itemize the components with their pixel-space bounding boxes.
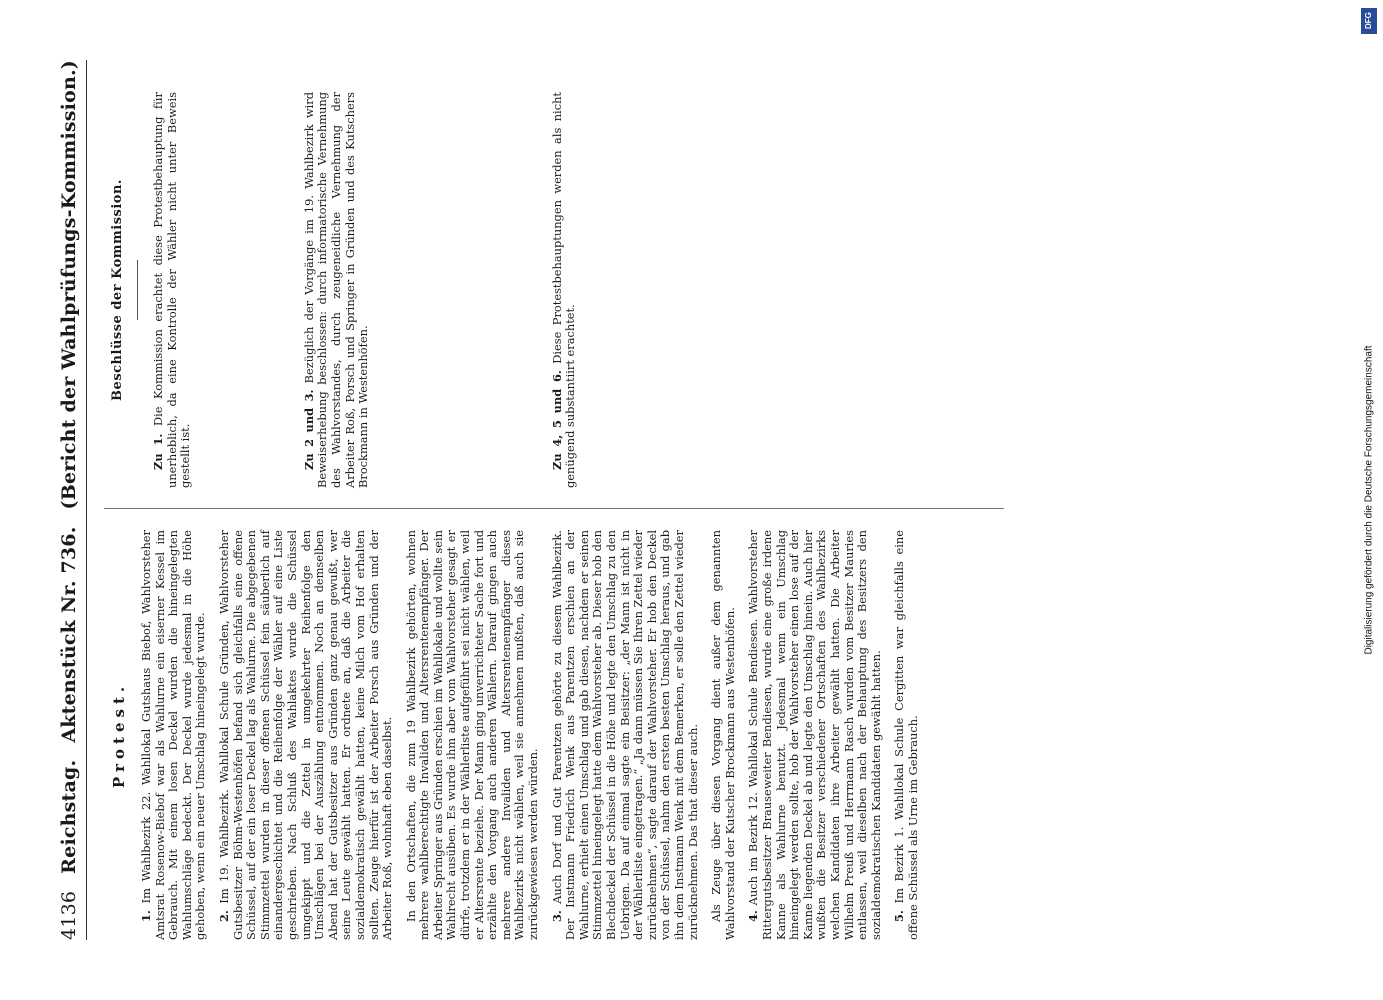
protest-paragraph <box>405 530 541 940</box>
page-number: 4136 <box>58 890 80 940</box>
paragraph-text: In den Ortschaften, die zum 19 Wahlbezirk gehörten, wohnen mehrere wahlberechtigte Invaliden und Altersrentenempfänger. Der Arbeiter Springer aus Gründen erschien im Wahllokale und wollte sein Wahlrecht ausüben. Es wurde ihm aber vom Wahlvorsteher gesagt er dürfe, trotzdem er in der Wählerliste aufgeführt sei nicht wählen, weil er Altersrente beziehe. Der Mann ging unverrichteter Sache fort und erzählte den Vorgang auch anderen Wählern. Darauf gingen auch mehrere andere Invaliden und Altersrentenempfänger dieses Wahlbezirks nicht wählen, weil sie annehmen mußten, daß auch sie zurückgewiesen werden würden. <box>403 530 541 940</box>
paragraph-number: 3. <box>549 910 564 922</box>
decision-text: Diese Protestbehauptungen werden als nicht genügend substantiirt erachtet. <box>549 92 578 488</box>
decisions-column <box>104 92 588 488</box>
header-title: Reichstag. <box>58 759 80 874</box>
column-divider <box>104 508 1004 509</box>
protest-paragraph <box>747 530 883 940</box>
paragraph-number: 2. <box>216 910 231 922</box>
decisions-heading: Beschlüsse der Kommission. <box>110 179 125 401</box>
paragraph-number: 4. <box>746 910 761 922</box>
protest-paragraph <box>551 530 701 940</box>
decision-lead: Zu 4, 5 und 6. <box>549 370 564 470</box>
credit-text: Digitalisierung gefördert durch die Deutsche Forschungsgemeinschaft <box>1363 345 1375 655</box>
digitization-credit <box>1359 8 1379 992</box>
decision-lead: Zu 1. <box>151 433 165 470</box>
protest-paragraphs <box>140 530 920 940</box>
decision-text: Bezüglich der Vorgänge im 19. Wahlbezirk wird Beweiserhebung beschlossen: durch informatorische Vernehmung des Wahlvorstandes, durch zeugeneidliche Vernehmung der Arbeiter Roß, Porsch und Springer in Gründen und des Kutschers Brockmann in Westenhöfen. <box>301 91 371 488</box>
paragraph-number: 1. <box>139 910 153 922</box>
decision-text: Die Kommission erachtet diese Protestbehauptung für unerheblich, da eine Kontrolle der Wähler nicht unter Beweis gestellt ist. <box>151 92 193 488</box>
paragraph-text: Auch Dorf und Gut Parentzen gehörte zu diesem Wahlbezirk. Der Instmann Friedrich Wenk aus Parentzen erschien an der Wahlurne, erhielt einen Umschlag und gab diesen, nachdem er seinen Stimmzettel hineingelegt hatte dem Wahlvorsteher ab. Dieser hob den Blechdeckel der Schüssel in die Höhe und legte den Umschlag zu den Uebrigen. Da auf einmal sagte ein Beisitzer: „der Mann ist nicht in der Wählerliste eingetragen.“ „Ja dann müssen Sie Ihren Zettel wieder zurücknehmen“, sagte darauf der Wahlvorsteher. Er hob den Deckel von der Schüssel, nahm den ersten besten Umschlag heraus, und gab ihn dem Instmann Wenk mit dem Bemerken, er solle den Zettel wieder zurücknehmen. Das that dieser auch. <box>549 529 700 940</box>
running-header <box>58 60 80 940</box>
spacer <box>203 92 303 488</box>
header-doc-ref: Aktenstück Nr. 736. <box>58 526 80 743</box>
protest-paragraph <box>140 530 208 940</box>
protest-paragraph <box>893 530 920 940</box>
protest-paragraph <box>710 530 737 940</box>
spacer <box>381 92 551 488</box>
paragraph-number: 5. <box>892 910 907 922</box>
paragraph-text: Auch im Bezirk 12. Wahllokal Schule Bendiesen. Wahlvorsteher Rittergutsbesitzer Brauseweiter Bendiesen, wurde eine große irdene Kanne als Wahlurne benutzt. Jedesmal wenn ein Umschlag hineingelegt werden sollte, hob der Wahlvorsteher einen lose auf der Kanne liegenden Deckel ab und legte den Umschlag hinein. Auch hier wußten die Besitzer verschiedener Ortschaften des Wahlbezirks welchen Kandidaten ihre Arbeiter gewählt hatten. Die Arbeiter Wilhelm Preuß und Herrmann Rasch wurden vom Besitzer Mauries entlassen, weil dieselben nach der Behauptung des Besitzers den sozialdemokratischen Kandidaten gewählt hatten. <box>746 530 883 940</box>
header-rule <box>86 60 87 940</box>
decision-paragraph <box>152 92 193 488</box>
decisions-rule <box>137 260 138 320</box>
protest-heading: Protest. <box>110 681 128 789</box>
decision-lead: Zu 2 und 3. <box>301 389 316 470</box>
paragraph-text: Im Wahlbezirk 22. Wahllokal Gutshaus Biebof, Wahlvorsteher Amtsrat Rosenow-Biebof war als Wahlurne ein eiserner Kessel im Gebrauch. Mit einem losen Deckel wurden die hineingelegten Wahlumschläge bedeckt. Der Deckel wurde jedesmal in die Höhe gehoben, wenn ein neuer Umschlag hineingelegt wurde. <box>139 530 208 940</box>
dfg-logo: DFG <box>1361 8 1377 34</box>
decision-paragraph <box>551 92 578 488</box>
decision-paragraph <box>303 92 371 488</box>
protest-paragraph <box>218 530 395 940</box>
protest-column <box>104 530 930 940</box>
header-subtitle: (Bericht der Wahlprüfungs-Kommission.) <box>58 60 80 510</box>
decisions-paragraphs <box>152 92 578 488</box>
paragraph-text: Im 19. Wahlbezirk. Wahllokal Schule Gründen, Wahlvorsteher Gutsbesitzer Böhm-Westenhöfen befand sich gleichfalls eine offene Schüssel, auf der ein loser Deckel lag als Wahlurne. Die abgegebenen Stimmzettel wurden in dieser offenen Schüssel fein säuberlich auf einandergeschichtet und die Reihenfolge der Wähler auf eine Liste geschrieben. Nach Schluß des Wahlaktes wurde die Schüssel umgekippt und die Zettel in umgekehrter Reihenfolge den Umschlägen bei der Auszählung entnommen. Noch an demselben Abend hat der Gutsbesitzer aus Gründen ganz genau gewußt, wer seine Leute gewählt hatten. Er ordnete an, daß die Arbeiter die sozialdemokratisch gewählt hatten, keine Milch vom Hof erhalten sollten. Zeuge hierfür ist der Arbeiter Porsch aus Gründen und der Arbeiter Roß, wohnhaft eben daselbst. <box>216 529 395 940</box>
paragraph-text: Im Bezirk 1. Wahllokal Schule Cergitten war gleichfalls eine offene Schüssel als Urne im Gebrauch. <box>892 530 920 940</box>
paragraph-text: Als Zeuge über diesen Vorgang dient außer dem genannten Wahlvorstand der Kutscher Brockmann aus Westenhöfen. <box>709 530 737 940</box>
